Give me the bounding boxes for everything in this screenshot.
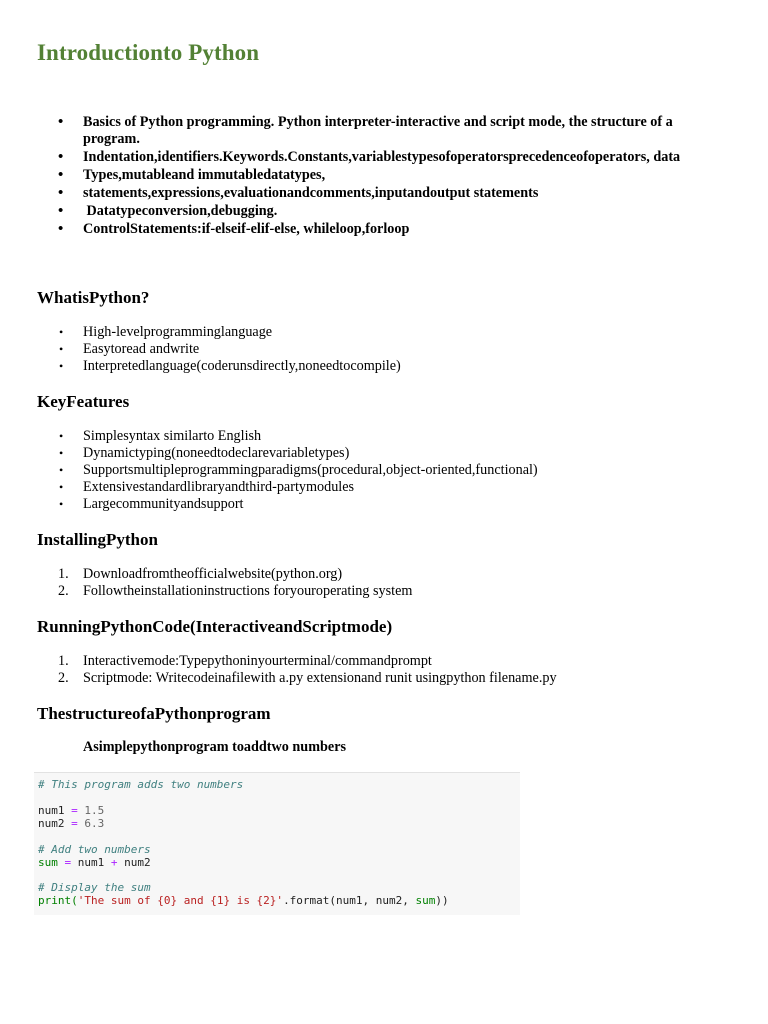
list-item-text: Scriptmode: Writecodeinafilewith a.py extensionand runit usingpython filename.py — [83, 669, 557, 686]
list-item: • Dynamictyping(noneedtodeclarevariabletypes) — [55, 445, 538, 462]
structure-subheading: Asimplepythonprogram toaddtwo numbers — [83, 739, 347, 755]
list-number: 1. — [58, 653, 69, 669]
code-line — [38, 856, 151, 869]
what-is-python-list — [55, 324, 401, 375]
installing-python-list — [55, 566, 412, 599]
topic-item: • Datatypeconversion,debugging. — [55, 203, 715, 220]
code-builtin: print( — [38, 894, 78, 907]
topic-item: • Indentation,identifiers.Keywords.Constants,variablestypesofoperatorsprecedenceofoperators, data — [55, 149, 715, 166]
list-number: 2. — [58, 582, 69, 599]
code-builtin: sum — [415, 894, 436, 907]
list-item: • Interpretedlanguage(coderunsdirectly,noneedtocompile) — [55, 358, 401, 375]
code-var: num2 — [124, 856, 151, 869]
topic-item: • Types,mutableand immutabledatatypes, — [55, 167, 715, 184]
code-text: .format(num1, num2, — [283, 894, 416, 907]
code-text: )) — [435, 894, 449, 907]
list-item — [55, 566, 412, 583]
code-number: 6.3 — [84, 817, 105, 830]
code-builtin: sum — [38, 856, 58, 869]
list-item-text: Downloadfromtheofficialwebsite(python.org) — [83, 566, 343, 582]
installing-python-heading: InstallingPython — [37, 530, 158, 549]
list-item-text: Interactivemode:Typepythoninyourterminal/commandprompt — [83, 653, 432, 669]
topic-item: • ControlStatements:if-elseif-elif-else, whileloop,forloop — [55, 221, 715, 238]
key-features-list — [55, 428, 538, 513]
code-number: 1.5 — [84, 804, 105, 817]
what-is-python-heading: WhatisPython? — [37, 288, 150, 307]
list-item: • Supportsmultipleprogrammingparadigms(procedural,object-oriented,functional) — [55, 462, 538, 479]
list-number: 2. — [58, 669, 69, 686]
code-operator: = — [71, 804, 78, 817]
list-item-text: Followtheinstallationinstructions foryouroperating system — [83, 582, 413, 599]
running-python-list — [55, 653, 557, 686]
list-item — [55, 583, 412, 600]
code-comment: # This program adds two numbers — [38, 778, 244, 791]
list-item — [55, 653, 557, 670]
list-item — [55, 670, 557, 687]
code-operator: = — [64, 856, 72, 869]
code-comment: # Add two numbers — [38, 843, 151, 856]
structure-heading: ThestructureofaPythonprogram — [37, 704, 271, 723]
topic-item: • statements,expressions,evaluationandcomments,inputandoutput statements — [55, 185, 715, 202]
code-var: num2 — [38, 817, 65, 830]
list-item: • Simplesyntax similarto English — [55, 428, 538, 445]
list-item: • Extensivestandardlibraryandthird-partymodules — [55, 479, 538, 496]
code-var: num1 — [38, 804, 65, 817]
code-comment: # Display the sum — [38, 881, 151, 894]
list-item: • High-levelprogramminglanguage — [55, 324, 401, 341]
code-var: num1 — [77, 856, 105, 869]
code-line — [38, 804, 104, 817]
code-line — [38, 817, 104, 830]
code-string: 'The sum of {0} and {1} is {2}' — [77, 894, 284, 907]
key-features-heading: KeyFeatures — [37, 392, 130, 411]
code-snippet-image — [34, 772, 520, 915]
topics-list — [55, 114, 715, 239]
code-operator: + — [110, 856, 118, 869]
list-number: 1. — [58, 566, 69, 582]
page-title: Introductionto Python — [37, 40, 260, 65]
list-item: • Largecommunityandsupport — [55, 496, 538, 513]
code-line — [38, 894, 449, 907]
topic-item: • Basics of Python programming. Python interpreter-interactive and script mode, the structure of a program. — [55, 114, 715, 148]
code-operator: = — [71, 817, 78, 830]
list-item: • Easytoread andwrite — [55, 341, 401, 358]
running-python-heading: RunningPythonCode(InteractiveandScriptmode) — [37, 617, 393, 636]
